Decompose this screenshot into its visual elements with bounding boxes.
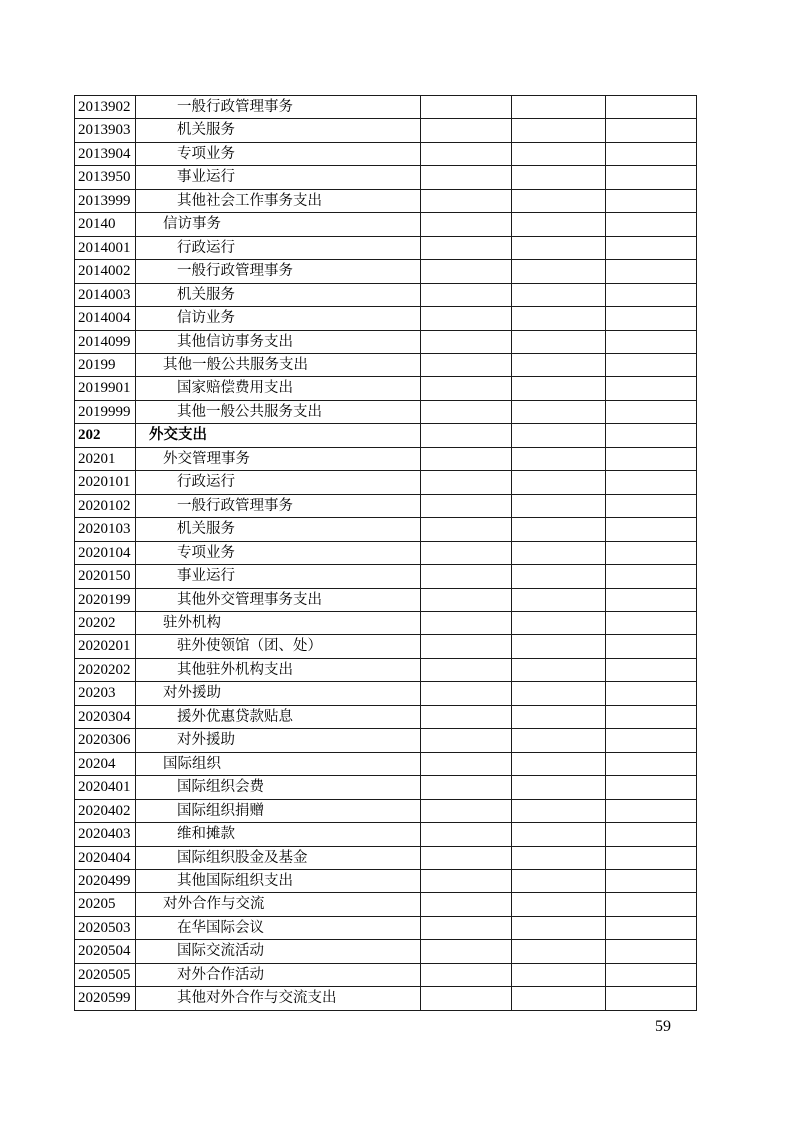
name-cell: 国际组织股金及基金: [136, 846, 421, 869]
value-cell-3: [606, 963, 697, 986]
value-cell-1: [421, 682, 512, 705]
table-row: [75, 236, 697, 259]
name-cell: 在华国际会议: [136, 916, 421, 939]
code-cell: 2020306: [75, 729, 136, 752]
value-cell-2: [512, 588, 606, 611]
value-cell-3: [606, 400, 697, 423]
name-cell: 外交管理事务: [136, 447, 421, 470]
value-cell-2: [512, 213, 606, 236]
value-cell-3: [606, 729, 697, 752]
value-cell-2: [512, 330, 606, 353]
value-cell-3: [606, 611, 697, 634]
value-cell-1: [421, 260, 512, 283]
table-row: [75, 166, 697, 189]
name-cell: 国家赔偿费用支出: [136, 377, 421, 400]
table-row: [75, 869, 697, 892]
name-cell: 其他一般公共服务支出: [136, 400, 421, 423]
name-cell: 其他对外合作与交流支出: [136, 987, 421, 1010]
value-cell-2: [512, 565, 606, 588]
code-cell: 20199: [75, 353, 136, 376]
value-cell-1: [421, 494, 512, 517]
table-row: [75, 400, 697, 423]
value-cell-2: [512, 236, 606, 259]
name-cell: 对外援助: [136, 682, 421, 705]
code-cell: 2013902: [75, 96, 136, 119]
value-cell-3: [606, 353, 697, 376]
code-cell: 2013999: [75, 189, 136, 212]
table-row: [75, 705, 697, 728]
value-cell-2: [512, 940, 606, 963]
code-cell: 2020101: [75, 471, 136, 494]
value-cell-1: [421, 307, 512, 330]
value-cell-3: [606, 799, 697, 822]
value-cell-1: [421, 377, 512, 400]
name-cell: 专项业务: [136, 541, 421, 564]
name-cell: 专项业务: [136, 142, 421, 165]
value-cell-1: [421, 658, 512, 681]
code-cell: 20203: [75, 682, 136, 705]
name-cell: 事业运行: [136, 565, 421, 588]
value-cell-1: [421, 424, 512, 447]
value-cell-1: [421, 142, 512, 165]
value-cell-2: [512, 307, 606, 330]
name-cell: 其他一般公共服务支出: [136, 353, 421, 376]
name-cell: 一般行政管理事务: [136, 260, 421, 283]
table-row: [75, 611, 697, 634]
value-cell-3: [606, 119, 697, 142]
name-cell: 维和摊款: [136, 823, 421, 846]
name-cell: 一般行政管理事务: [136, 96, 421, 119]
name-cell: 其他外交管理事务支出: [136, 588, 421, 611]
table-row: [75, 96, 697, 119]
value-cell-2: [512, 916, 606, 939]
value-cell-1: [421, 353, 512, 376]
value-cell-1: [421, 330, 512, 353]
name-cell: 其他驻外机构支出: [136, 658, 421, 681]
name-cell: 对外援助: [136, 729, 421, 752]
code-cell: 2020499: [75, 869, 136, 892]
value-cell-3: [606, 565, 697, 588]
table-row: [75, 565, 697, 588]
value-cell-3: [606, 869, 697, 892]
code-cell: 20140: [75, 213, 136, 236]
code-cell: 2020202: [75, 658, 136, 681]
table-row: [75, 799, 697, 822]
table-row: [75, 330, 697, 353]
name-cell: 机关服务: [136, 518, 421, 541]
value-cell-2: [512, 353, 606, 376]
table-row: [75, 776, 697, 799]
value-cell-3: [606, 846, 697, 869]
name-cell: 其他国际组织支出: [136, 869, 421, 892]
value-cell-1: [421, 611, 512, 634]
value-cell-2: [512, 729, 606, 752]
code-cell: 2020150: [75, 565, 136, 588]
value-cell-2: [512, 189, 606, 212]
code-cell: 20201: [75, 447, 136, 470]
page-number: 59: [655, 1018, 671, 1035]
code-cell: 2020403: [75, 823, 136, 846]
value-cell-3: [606, 166, 697, 189]
name-cell: 援外优惠贷款贴息: [136, 705, 421, 728]
value-cell-3: [606, 658, 697, 681]
value-cell-1: [421, 729, 512, 752]
value-cell-3: [606, 893, 697, 916]
table-row: [75, 471, 697, 494]
value-cell-3: [606, 916, 697, 939]
value-cell-3: [606, 447, 697, 470]
value-cell-1: [421, 940, 512, 963]
value-cell-2: [512, 260, 606, 283]
value-cell-2: [512, 799, 606, 822]
table-row: [75, 283, 697, 306]
value-cell-2: [512, 752, 606, 775]
value-cell-3: [606, 823, 697, 846]
table-row: [75, 260, 697, 283]
value-cell-1: [421, 846, 512, 869]
budget-code-table: [74, 95, 697, 1011]
value-cell-1: [421, 987, 512, 1010]
code-cell: 2019901: [75, 377, 136, 400]
code-cell: 2013904: [75, 142, 136, 165]
value-cell-2: [512, 447, 606, 470]
value-cell-2: [512, 776, 606, 799]
value-cell-1: [421, 963, 512, 986]
name-cell: 行政运行: [136, 471, 421, 494]
value-cell-1: [421, 752, 512, 775]
value-cell-3: [606, 518, 697, 541]
table-row: [75, 823, 697, 846]
value-cell-2: [512, 518, 606, 541]
table-row: [75, 635, 697, 658]
code-cell: 20205: [75, 893, 136, 916]
value-cell-2: [512, 471, 606, 494]
value-cell-2: [512, 400, 606, 423]
name-cell: 其他信访事务支出: [136, 330, 421, 353]
value-cell-1: [421, 541, 512, 564]
value-cell-3: [606, 494, 697, 517]
value-cell-3: [606, 307, 697, 330]
value-cell-3: [606, 377, 697, 400]
code-cell: 2019999: [75, 400, 136, 423]
code-cell: 2014001: [75, 236, 136, 259]
name-cell: 其他社会工作事务支出: [136, 189, 421, 212]
value-cell-2: [512, 635, 606, 658]
value-cell-3: [606, 776, 697, 799]
code-cell: 2020504: [75, 940, 136, 963]
value-cell-3: [606, 705, 697, 728]
value-cell-1: [421, 565, 512, 588]
value-cell-3: [606, 588, 697, 611]
name-cell: 国际交流活动: [136, 940, 421, 963]
table-row: [75, 729, 697, 752]
value-cell-2: [512, 658, 606, 681]
value-cell-3: [606, 213, 697, 236]
value-cell-1: [421, 447, 512, 470]
table-row: [75, 494, 697, 517]
table-row: [75, 189, 697, 212]
code-cell: 2020199: [75, 588, 136, 611]
value-cell-3: [606, 752, 697, 775]
table-row: [75, 119, 697, 142]
name-cell: 驻外机构: [136, 611, 421, 634]
value-cell-2: [512, 846, 606, 869]
value-cell-2: [512, 682, 606, 705]
table-row: [75, 353, 697, 376]
name-cell: 机关服务: [136, 283, 421, 306]
name-cell: 外交支出: [136, 424, 421, 447]
code-cell: 2020104: [75, 541, 136, 564]
code-cell: 2020304: [75, 705, 136, 728]
value-cell-1: [421, 189, 512, 212]
value-cell-1: [421, 518, 512, 541]
code-cell: 2014004: [75, 307, 136, 330]
table-row: [75, 846, 697, 869]
table-row: [75, 541, 697, 564]
value-cell-1: [421, 823, 512, 846]
value-cell-1: [421, 213, 512, 236]
name-cell: 驻外使领馆（团、处）: [136, 635, 421, 658]
table-row: [75, 377, 697, 400]
value-cell-2: [512, 541, 606, 564]
name-cell: 一般行政管理事务: [136, 494, 421, 517]
value-cell-3: [606, 283, 697, 306]
code-cell: 2020505: [75, 963, 136, 986]
name-cell: 事业运行: [136, 166, 421, 189]
value-cell-1: [421, 471, 512, 494]
value-cell-1: [421, 166, 512, 189]
value-cell-1: [421, 893, 512, 916]
value-cell-1: [421, 635, 512, 658]
value-cell-3: [606, 541, 697, 564]
value-cell-3: [606, 635, 697, 658]
value-cell-2: [512, 424, 606, 447]
value-cell-2: [512, 119, 606, 142]
value-cell-1: [421, 869, 512, 892]
value-cell-1: [421, 96, 512, 119]
code-cell: 20204: [75, 752, 136, 775]
value-cell-3: [606, 940, 697, 963]
value-cell-2: [512, 142, 606, 165]
code-cell: 2014099: [75, 330, 136, 353]
value-cell-3: [606, 682, 697, 705]
code-cell: 202: [75, 424, 136, 447]
table-row: [75, 987, 697, 1010]
table-row: [75, 752, 697, 775]
value-cell-3: [606, 260, 697, 283]
value-cell-3: [606, 96, 697, 119]
value-cell-2: [512, 869, 606, 892]
value-cell-3: [606, 424, 697, 447]
name-cell: 行政运行: [136, 236, 421, 259]
value-cell-3: [606, 189, 697, 212]
value-cell-3: [606, 142, 697, 165]
code-cell: 2020103: [75, 518, 136, 541]
name-cell: 国际组织会费: [136, 776, 421, 799]
value-cell-2: [512, 823, 606, 846]
table-row: [75, 213, 697, 236]
table-row: [75, 447, 697, 470]
code-cell: 20202: [75, 611, 136, 634]
name-cell: 机关服务: [136, 119, 421, 142]
code-cell: 2013950: [75, 166, 136, 189]
table-row: [75, 518, 697, 541]
code-cell: 2020201: [75, 635, 136, 658]
value-cell-1: [421, 236, 512, 259]
value-cell-1: [421, 588, 512, 611]
value-cell-3: [606, 236, 697, 259]
value-cell-1: [421, 776, 512, 799]
value-cell-2: [512, 166, 606, 189]
code-cell: 2020404: [75, 846, 136, 869]
name-cell: 对外合作与交流: [136, 893, 421, 916]
value-cell-3: [606, 987, 697, 1010]
code-cell: 2013903: [75, 119, 136, 142]
value-cell-3: [606, 330, 697, 353]
code-cell: 2020599: [75, 987, 136, 1010]
value-cell-1: [421, 283, 512, 306]
table-row: [75, 307, 697, 330]
value-cell-2: [512, 611, 606, 634]
name-cell: 信访事务: [136, 213, 421, 236]
value-cell-2: [512, 494, 606, 517]
value-cell-2: [512, 96, 606, 119]
value-cell-2: [512, 893, 606, 916]
value-cell-2: [512, 987, 606, 1010]
name-cell: 国际组织捐赠: [136, 799, 421, 822]
value-cell-2: [512, 283, 606, 306]
table-row: [75, 682, 697, 705]
name-cell: 国际组织: [136, 752, 421, 775]
table-row: [75, 142, 697, 165]
value-cell-3: [606, 471, 697, 494]
code-cell: 2014002: [75, 260, 136, 283]
code-cell: 2020402: [75, 799, 136, 822]
value-cell-1: [421, 799, 512, 822]
code-cell: 2014003: [75, 283, 136, 306]
table-row: [75, 588, 697, 611]
value-cell-1: [421, 916, 512, 939]
name-cell: 对外合作活动: [136, 963, 421, 986]
table-row: [75, 940, 697, 963]
table-row: [75, 963, 697, 986]
table-row: [75, 916, 697, 939]
name-cell: 信访业务: [136, 307, 421, 330]
value-cell-1: [421, 705, 512, 728]
value-cell-1: [421, 400, 512, 423]
code-cell: 2020401: [75, 776, 136, 799]
code-cell: 2020503: [75, 916, 136, 939]
value-cell-2: [512, 377, 606, 400]
table-row: [75, 424, 697, 447]
value-cell-1: [421, 119, 512, 142]
table-row: [75, 893, 697, 916]
table-body: [75, 96, 697, 1011]
value-cell-2: [512, 963, 606, 986]
value-cell-2: [512, 705, 606, 728]
code-cell: 2020102: [75, 494, 136, 517]
table-row: [75, 658, 697, 681]
